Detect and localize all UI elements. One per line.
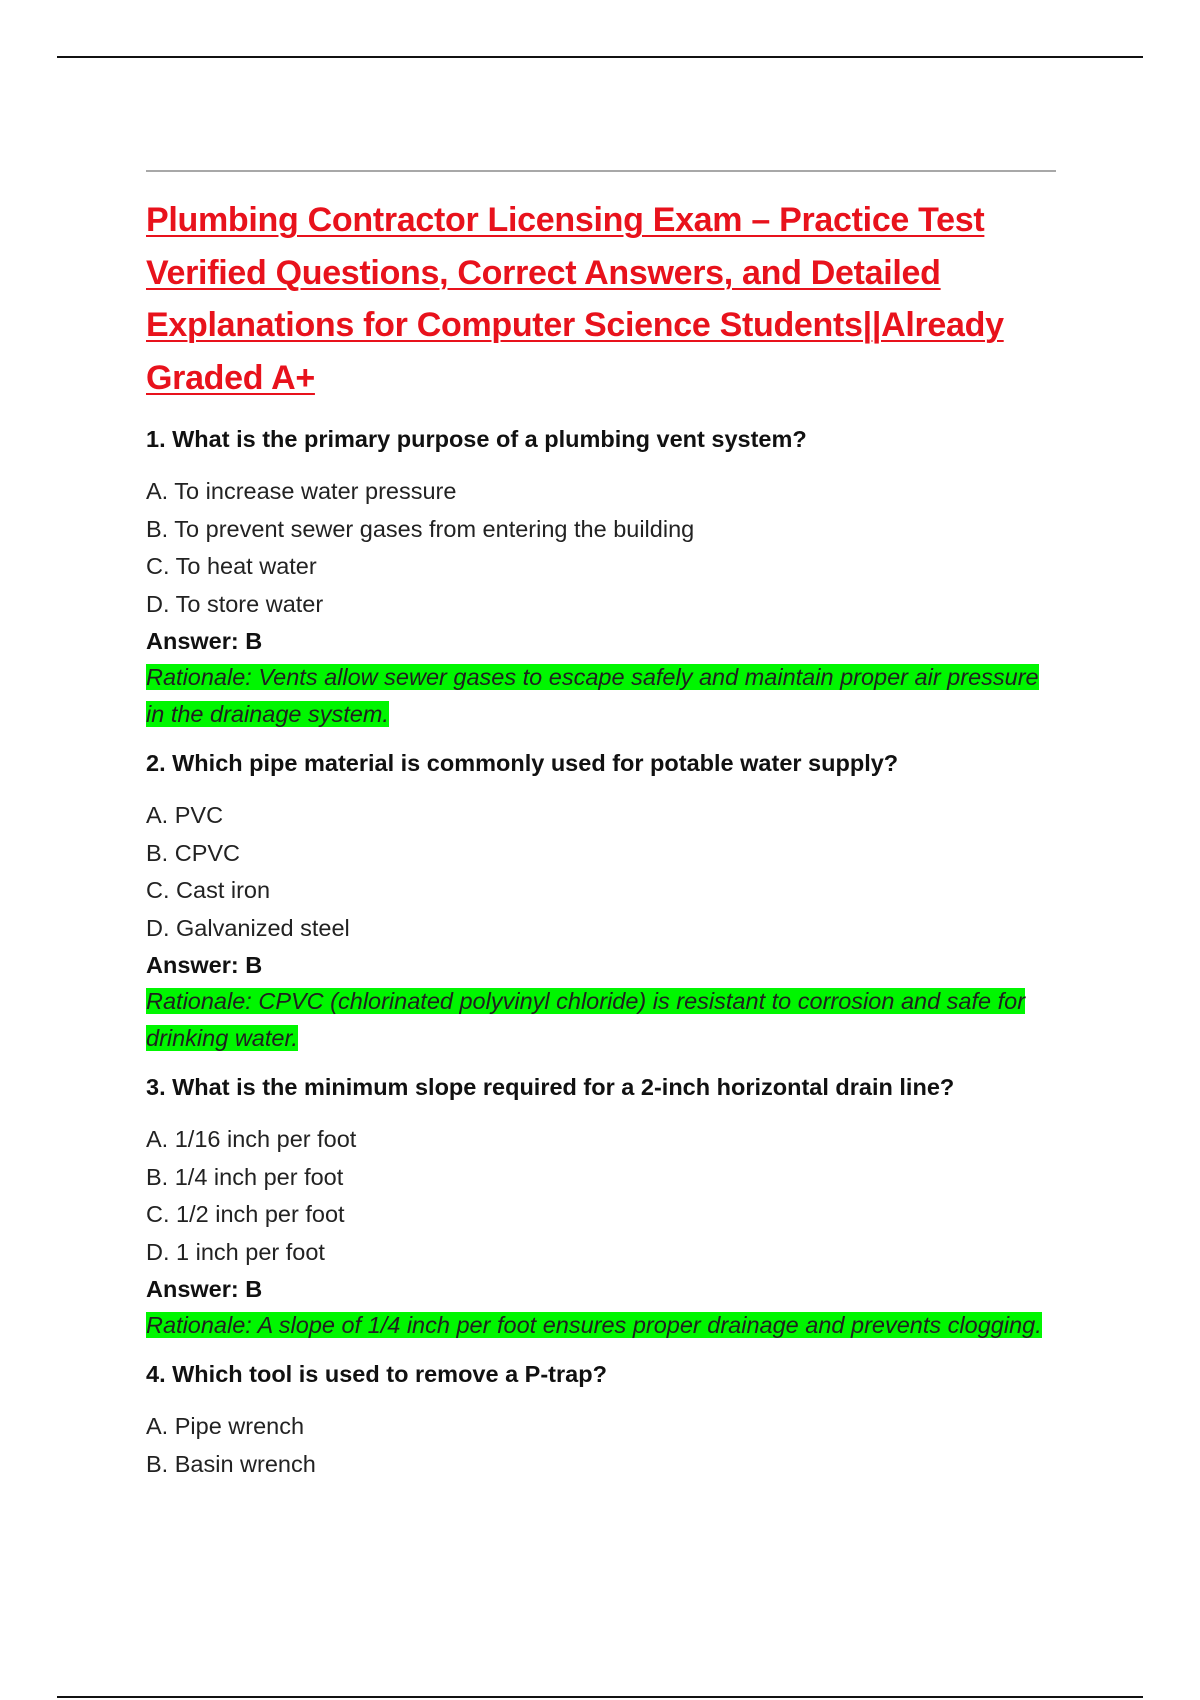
option-a: A. 1/16 inch per foot <box>146 1126 357 1152</box>
answer-text: Answer: B <box>146 628 263 654</box>
header-divider <box>146 170 1056 172</box>
document-body <box>146 170 1056 1483</box>
option-d: D. To store water <box>146 590 324 617</box>
option-list <box>146 473 1056 623</box>
answer-text: Answer: B <box>146 952 263 978</box>
option-b: B. CPVC <box>146 839 241 866</box>
question-block-3 <box>146 1070 1056 1344</box>
question-block-2 <box>146 746 1056 1057</box>
rationale-text <box>146 983 1056 1057</box>
option-c: C. Cast iron <box>146 877 271 903</box>
option-c: C. 1/2 inch per foot <box>146 1201 345 1227</box>
question-text: 4. Which tool is used to remove a P-trap? <box>146 1361 607 1387</box>
rationale-highlight: Rationale: CPVC (chlorinated polyvinyl chloride) is resistant to corrosion and safe for drinking water. <box>146 988 1026 1051</box>
question-text: 2. Which pipe material is commonly used for potable water supply? <box>146 750 899 776</box>
option-a: A. To increase water pressure <box>146 478 457 504</box>
page-top-rule <box>57 56 1143 58</box>
option-a: A. Pipe wrench <box>146 1413 305 1439</box>
question-text: 3. What is the minimum slope required for a 2-inch horizontal drain line? <box>146 1074 955 1100</box>
question-text: 1. What is the primary purpose of a plumbing vent system? <box>146 426 807 452</box>
document-title-text: Plumbing Contractor Licensing Exam – Practice Test Verified Questions, Correct Answers, and Detailed Explanations for Computer Science Students||Already Graded A+ <box>146 201 1004 397</box>
option-a: A. PVC <box>146 802 224 828</box>
rationale-text <box>146 659 1056 733</box>
option-b: B. 1/4 inch per foot <box>146 1163 344 1190</box>
rationale-highlight: Rationale: A slope of 1/4 inch per foot ensures proper drainage and prevents clogging. <box>146 1312 1042 1338</box>
option-list <box>146 1121 1056 1271</box>
answer-text: Answer: B <box>146 1276 263 1302</box>
question-block-1 <box>146 422 1056 733</box>
question-block-4 <box>146 1357 1056 1483</box>
document-title <box>146 194 1056 404</box>
rationale-highlight: Rationale: Vents allow sewer gases to escape safely and maintain proper air pressure in the drainage system. <box>146 664 1039 727</box>
option-d: D. 1 inch per foot <box>146 1238 325 1265</box>
rationale-text <box>146 1307 1056 1344</box>
option-list <box>146 1408 1056 1483</box>
option-list <box>146 797 1056 947</box>
option-b: B. To prevent sewer gases from entering the building <box>146 515 695 542</box>
page-bottom-rule <box>57 1696 1143 1698</box>
option-d: D. Galvanized steel <box>146 914 350 941</box>
option-c: C. To heat water <box>146 553 317 579</box>
option-b: B. Basin wrench <box>146 1450 316 1477</box>
